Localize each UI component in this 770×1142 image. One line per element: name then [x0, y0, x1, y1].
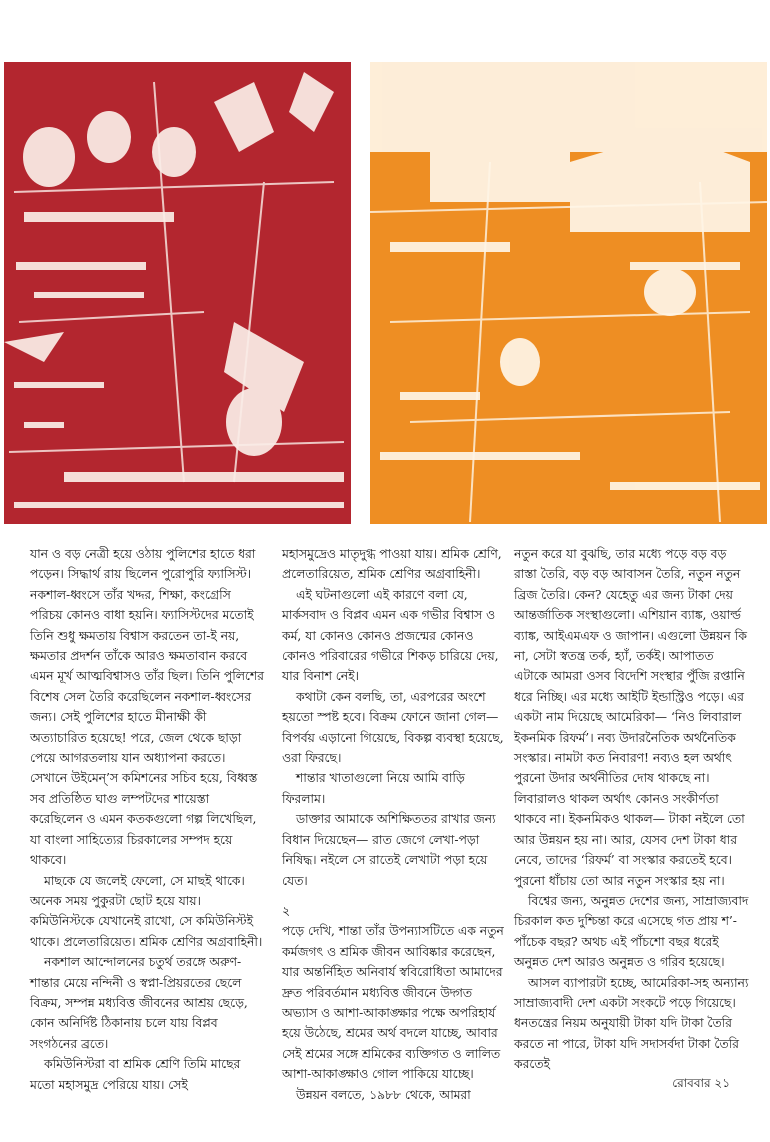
paragraph: বিশ্বের জন্য, অনুন্নত দেশের জন্য, সাম্রাজ্যবাদ চিরকাল কত দুশ্চিন্তা করে এসেছে গত প্রায় শ’-পাঁচেক বছর? অথচ এই পাঁচশো বছর ধরেই অনুন্নত দেশ আরও অনুন্নত ও গরিব হয়েছে। [514, 893, 749, 970]
page-footer: রোববার ২১ [672, 1076, 730, 1090]
paragraph: আসল ব্যাপারটা হচ্ছে, আমেরিকা-সহ অন্যান্য সাম্রাজ্যবাদী দেশ একটা সংকটে পড়ে গিয়েছে। ধনতন্ত্রের নিয়ম অনুযায়ী টাকা যদি টাকা তৈরি করতে না পারে, টাকা যদি সদাসর্বদা টাকা তৈরি করতেই [514, 975, 749, 1072]
woodcut-illustration-orange [370, 62, 767, 524]
paragraph: ডাক্তার আমাকে অশিক্ষিততর রাখার জন্য বিধান দিয়েছেন— রাত জেগে লেখা-পড়া নিষিদ্ধ। নইলে সে রাতেই লেখাটা পড়া হয়ে যেত। [282, 812, 496, 888]
paragraph: কথাটা কেন বলছি, তা, এরপরের অংশে হয়তো স্পষ্ট হবে। বিক্রম ফোনে জানা গেল— বিপর্বয় এড়ানো গিয়েছে, বিকল্প ব্যবস্থা হয়েছে, ওরা ফিরছে। [282, 689, 504, 766]
paragraph: নতুন করে যা বুঝছি, তার মধ্যে পড়ে বড় বড় রাস্তা তৈরি, বড় বড় আবাসন তৈরি, নতুন নতুন ব্রিজ তৈরি। কেন? যেহেতু এর জন্য টাকা দেয় আন্তর্জাতিক সংস্থাগুলো। এশিয়ান ব্যাঙ্ক, ওয়ার্ল্ড ব্যাঙ্ক, আইএমএফ ও জাপান। এগুলো উন্নয়ন কি না, সেটা স্বতন্ত্র তর্ক, হ্যাঁ, তর্কই। আপাতত এটাকে আমরা ওসব বিদেশি সংস্থার পুঁজি রপ্তানি ধরে নিচ্ছি। এর মধ্যে আইটি ইন্ডাস্ট্রিও পড়ে। এর একটা নাম দিয়েছে আমেরিকা— ‘নিও লিবারাল ইকনমিক রিফর্ম’। নব্য উদারনৈতিক অর্থনৈতিক সংস্কার। নামটা কত নিবারণ! নব্যও হল অর্থাৎ পুরনো উদার অর্থনীতির দোষ থাকছে না। লিবারালও থাকল অর্থাৎ কোনও সংকীর্ণতা থাকবে না। ইকনমিকও থাকল— টাকা নইলে তো আর উন্নয়ন হয় না। আর, যেসব দেশ টাকা ধার নেবে, তাদের ‘রিফর্ম’ বা সংস্কার করতেই হবে। পুরনো ধাঁচায় তো আর নতুন সংস্কার হয় না। [514, 547, 747, 888]
article-column-3 [514, 544, 750, 1075]
paragraph: মহাসমুদ্রেও মাতৃদুগ্ধ পাওয়া যায়। শ্রমিক শ্রেণি, প্রলেতারিয়েত, শ্রমিক শ্রেণির অগ্রবাহিনী। [282, 547, 502, 582]
woodcut-illustration-red [4, 62, 351, 524]
paragraph: শান্তার খাতাগুলো নিয়ে আমি বাড়ি ফিরলাম। [282, 771, 465, 806]
paragraph: পড়ে দেখি, শান্তা তাঁর উপন্যাসটিতে এক নতুন কর্মজগৎ ও শ্রমিক জীবন আবিষ্কার করেছেন, যার অন্তর্নিহিত অনিবার্য স্ববিরোধিতা আমাদের দ্রুত পরিবর্তমান মধ্যবিত্ত জীবনে উদ্গত অভ্যাস ও আশা-আকাঙ্ক্ষার পক্ষে অপরিহার্য হয়ে উঠেছে, শ্রমের অর্থ বদলে যাচ্ছে, আবার সেই শ্রমের সঙ্গে শ্রমিকের ব্যক্তিগত ও লালিত আশা-আকাঙ্ক্ষাও গোল পাকিয়ে যাচ্ছে। [282, 924, 504, 1082]
red-woodcut-image [4, 62, 351, 524]
section-number: ২ [282, 903, 290, 918]
article-column-2 [282, 544, 504, 1105]
orange-woodcut-image [370, 62, 767, 524]
paragraph: এই ঘটনাগুলো এই কারণে বলা যে, মার্কসবাদ ও বিপ্লব এমন এক গভীর বিশ্বাস ও কর্ম, যা কোনও কোনও প্রজন্মের কোনও কোনও পরিবারের গভীরে শিকড় চারিয়ে দেয়, যার বিনাশ নেই। [282, 587, 499, 684]
paragraph: যান ও বড় নেত্রী হয়ে ওঠায় পুলিশের হাতে ধরা পড়েন। সিদ্ধার্থ রায় ছিলেন পুরোপুরি ফ্যাসিস্ট। নকশাল-ধ্বংসে তাঁর খদ্দর, শিক্ষা, কংগ্রেসি পরিচয় কোনও বাধা হয়নি। ফ্যাসিস্টদের মতোই তিনি শুধু ক্ষমতায় বিশ্বাস করতেন তা-ই নয়, ক্ষমতার প্রদর্শন তাঁকে আরও ক্ষমতাবান করবে এমন মূর্খ আত্মবিশ্বাসও তাঁর ছিল। তিনি পুলিশের বিশেষ সেল তৈরি করেছিলেন নকশাল-ধ্বংসের জন্য। সেই পুলিশের হাতে মীনাক্ষী কী অত্যাচারিত হয়েছে! পরে, জেল থেকে ছাড়া পেয়ে আগরতলায় যান অধ্যাপনা করতে। সেখানে উইমেন্’স কমিশনের সচিব হয়ে, বিধ্বস্ত সব প্রতিষ্ঠিত ঘাগু লম্পটদের শায়েস্তা করেছিলেন ও এমন কতকগুলো গল্প লিখেছিল, যা বাংলা সাহিত্যের চিরকালের সম্পদ হয়ে থাকবে। [30, 547, 264, 868]
article-column-1 [30, 544, 265, 1095]
paragraph: উন্নয়ন বলতে, ১৯৮৮ থেকে, আমরা [296, 1087, 471, 1102]
paragraph: নকশাল আন্দোলনের চতুর্থ তরঙ্গে অরুণ-শান্তার মেয়ে নন্দিনী ও স্বপ্না-প্রিয়রতের ছেলে বিক্রম, সম্পন্ন মধ্যবিত্ত জীবনের আশ্রয় ছেড়ে, কোন অনির্দিষ্ট ঠিকানায় চলে যায় বিপ্লব সংগঠনের ব্রতে। [30, 955, 248, 1051]
paragraph: কমিউনিস্টরা বা শ্রমিক শ্রেণি তিমি মাছের মতো মহাসমুদ্র পেরিয়ে যায়। সেই [30, 1057, 241, 1092]
paragraph: মাছকে যে জলেই ফেলো, সে মাছই থাকে। অনেক সময় পুকুরটা ছোট হয়ে যায়। কমিউনিস্টকে যেখানেই রাখো, সে কমিউনিস্টই থাকে। প্রলেতারিয়েত। শ্রমিক শ্রেণির অগ্রবাহিনী। [30, 873, 263, 949]
